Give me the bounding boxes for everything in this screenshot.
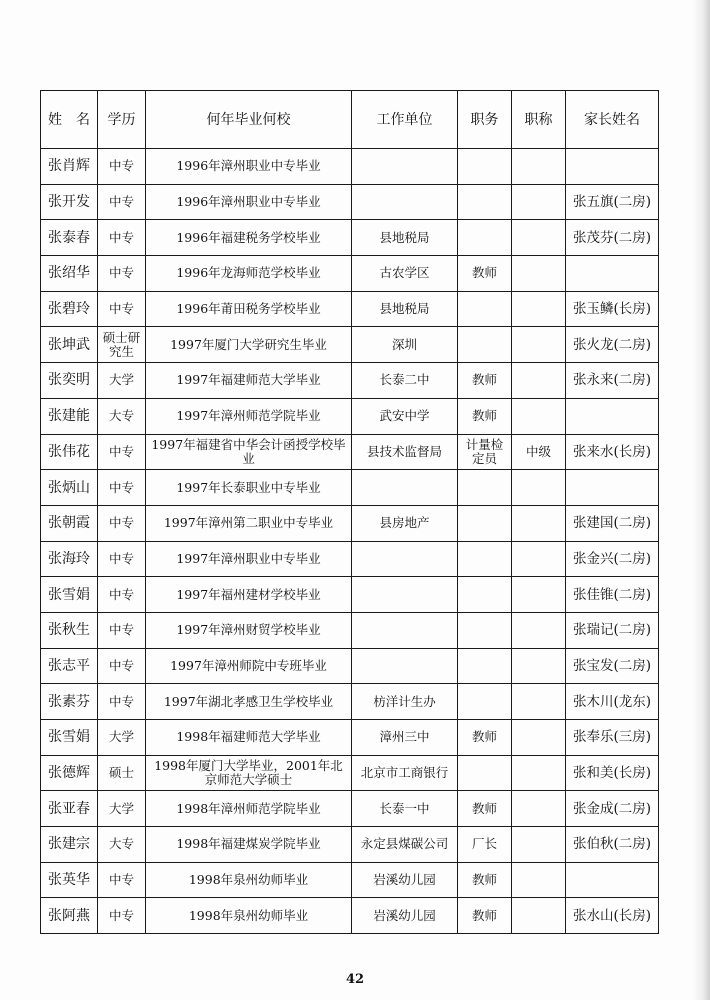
cell-position xyxy=(458,291,512,327)
cell-name: 张素芬 xyxy=(41,684,98,720)
cell-name: 张建宗 xyxy=(41,827,98,863)
cell-workplace: 北京市工商银行 xyxy=(352,755,458,791)
cell-parent: 张来水(长房) xyxy=(566,434,659,470)
cell-graduation: 1998年泉州幼师毕业 xyxy=(146,862,352,898)
cell-graduation: 1998年厦门大学毕业，2001年北京师范大学硕士 xyxy=(146,755,352,791)
cell-education: 硕士 xyxy=(98,755,146,791)
cell-name: 张朝霞 xyxy=(41,505,98,541)
cell-workplace: 岩溪幼儿园 xyxy=(352,898,458,934)
table-row xyxy=(41,755,659,791)
cell-title xyxy=(512,184,566,220)
cell-graduation: 1997年漳州师范学院毕业 xyxy=(146,398,352,434)
cell-education: 中专 xyxy=(98,862,146,898)
cell-workplace xyxy=(352,648,458,684)
cell-education: 中专 xyxy=(98,648,146,684)
cell-title xyxy=(512,363,566,399)
cell-parent: 张和美(长房) xyxy=(566,755,659,791)
cell-title xyxy=(512,791,566,827)
cell-title xyxy=(512,898,566,934)
cell-education: 中专 xyxy=(98,184,146,220)
cell-workplace xyxy=(352,149,458,185)
cell-parent: 张建国(二房) xyxy=(566,505,659,541)
cell-position xyxy=(458,220,512,256)
cell-graduation: 1998年漳州师范学院毕业 xyxy=(146,791,352,827)
header-title: 职称 xyxy=(512,91,566,149)
cell-parent xyxy=(566,398,659,434)
cell-name: 张伟花 xyxy=(41,434,98,470)
cell-education: 中专 xyxy=(98,256,146,292)
cell-education: 中专 xyxy=(98,541,146,577)
cell-title xyxy=(512,612,566,648)
cell-parent: 张五旗(二房) xyxy=(566,184,659,220)
cell-parent: 张木川(龙东) xyxy=(566,684,659,720)
cell-graduation: 1996年龙海师范学校毕业 xyxy=(146,256,352,292)
cell-name: 张肖辉 xyxy=(41,149,98,185)
header-name: 姓 名 xyxy=(41,91,98,149)
cell-name: 张海玲 xyxy=(41,541,98,577)
cell-workplace: 枋洋计生办 xyxy=(352,684,458,720)
graduates-table xyxy=(40,90,659,934)
table-row xyxy=(41,577,659,613)
cell-name: 张泰春 xyxy=(41,220,98,256)
cell-workplace: 县地税局 xyxy=(352,220,458,256)
header-workplace: 工作单位 xyxy=(352,91,458,149)
header-parent: 家长姓名 xyxy=(566,91,659,149)
cell-graduation: 1997年湖北孝感卫生学校毕业 xyxy=(146,684,352,720)
table-row xyxy=(41,827,659,863)
cell-parent xyxy=(566,149,659,185)
cell-name: 张开发 xyxy=(41,184,98,220)
cell-parent: 张瑞记(二房) xyxy=(566,612,659,648)
cell-workplace xyxy=(352,577,458,613)
cell-name: 张志平 xyxy=(41,648,98,684)
cell-parent: 张金成(二房) xyxy=(566,791,659,827)
cell-education: 硕士研究生 xyxy=(98,327,146,363)
cell-position xyxy=(458,505,512,541)
cell-education: 大学 xyxy=(98,720,146,756)
table-header-row xyxy=(41,91,659,149)
cell-workplace: 漳州三中 xyxy=(352,720,458,756)
cell-graduation: 1996年福建税务学校毕业 xyxy=(146,220,352,256)
cell-title xyxy=(512,398,566,434)
cell-position xyxy=(458,541,512,577)
cell-name: 张英华 xyxy=(41,862,98,898)
table-row xyxy=(41,898,659,934)
cell-title xyxy=(512,720,566,756)
cell-workplace xyxy=(352,612,458,648)
cell-name: 张奕明 xyxy=(41,363,98,399)
cell-workplace: 县地税局 xyxy=(352,291,458,327)
scan-shadow-edge xyxy=(692,0,710,1000)
cell-name: 张亚春 xyxy=(41,791,98,827)
cell-title xyxy=(512,220,566,256)
cell-workplace: 县房地产 xyxy=(352,505,458,541)
table-row xyxy=(41,327,659,363)
cell-education: 中专 xyxy=(98,612,146,648)
header-education: 学历 xyxy=(98,91,146,149)
table-row xyxy=(41,149,659,185)
cell-position xyxy=(458,755,512,791)
cell-workplace: 永定县煤碳公司 xyxy=(352,827,458,863)
cell-name: 张雪娟 xyxy=(41,577,98,613)
cell-education: 大学 xyxy=(98,791,146,827)
cell-name: 张炳山 xyxy=(41,470,98,506)
cell-position xyxy=(458,184,512,220)
cell-workplace xyxy=(352,470,458,506)
cell-graduation: 1997年福建省中华会计函授学校毕业 xyxy=(146,434,352,470)
cell-workplace: 长泰一中 xyxy=(352,791,458,827)
cell-parent: 张水山(长房) xyxy=(566,898,659,934)
cell-position: 教师 xyxy=(458,791,512,827)
cell-education: 中专 xyxy=(98,149,146,185)
cell-graduation: 1998年泉州幼师毕业 xyxy=(146,898,352,934)
cell-title xyxy=(512,755,566,791)
cell-graduation: 1997年漳州师院中专班毕业 xyxy=(146,648,352,684)
cell-position xyxy=(458,648,512,684)
cell-education: 中专 xyxy=(98,470,146,506)
cell-graduation: 1997年福建师范大学毕业 xyxy=(146,363,352,399)
cell-education: 大专 xyxy=(98,398,146,434)
cell-parent xyxy=(566,470,659,506)
cell-graduation: 1996年莆田税务学校毕业 xyxy=(146,291,352,327)
cell-parent: 张金兴(二房) xyxy=(566,541,659,577)
cell-parent: 张伯秋(二房) xyxy=(566,827,659,863)
table-row xyxy=(41,862,659,898)
cell-title xyxy=(512,256,566,292)
cell-name: 张坤武 xyxy=(41,327,98,363)
cell-title xyxy=(512,291,566,327)
cell-education: 中专 xyxy=(98,220,146,256)
cell-workplace: 县技术监督局 xyxy=(352,434,458,470)
cell-graduation: 1997年漳州财贸学校毕业 xyxy=(146,612,352,648)
header-position: 职务 xyxy=(458,91,512,149)
cell-parent: 张永来(二房) xyxy=(566,363,659,399)
cell-position: 教师 xyxy=(458,256,512,292)
cell-workplace xyxy=(352,541,458,577)
cell-position: 计量检定员 xyxy=(458,434,512,470)
cell-title xyxy=(512,149,566,185)
cell-position xyxy=(458,327,512,363)
cell-position: 教师 xyxy=(458,720,512,756)
table-row xyxy=(41,720,659,756)
table-row xyxy=(41,256,659,292)
cell-education: 中专 xyxy=(98,505,146,541)
cell-title: 中级 xyxy=(512,434,566,470)
table-row xyxy=(41,398,659,434)
cell-position xyxy=(458,684,512,720)
cell-graduation: 1997年漳州职业中专毕业 xyxy=(146,541,352,577)
cell-title xyxy=(512,684,566,720)
cell-education: 中专 xyxy=(98,898,146,934)
cell-education: 大专 xyxy=(98,827,146,863)
cell-workplace: 武安中学 xyxy=(352,398,458,434)
cell-name: 张阿燕 xyxy=(41,898,98,934)
cell-title xyxy=(512,505,566,541)
cell-parent: 张佳锥(二房) xyxy=(566,577,659,613)
cell-workplace: 岩溪幼儿园 xyxy=(352,862,458,898)
cell-position xyxy=(458,149,512,185)
cell-workplace: 古农学区 xyxy=(352,256,458,292)
header-graduation: 何年毕业何校 xyxy=(146,91,352,149)
cell-parent: 张茂芬(二房) xyxy=(566,220,659,256)
cell-name: 张绍华 xyxy=(41,256,98,292)
cell-name: 张德辉 xyxy=(41,755,98,791)
cell-education: 中专 xyxy=(98,291,146,327)
cell-parent: 张玉鳞(长房) xyxy=(566,291,659,327)
table-row xyxy=(41,363,659,399)
cell-name: 张碧玲 xyxy=(41,291,98,327)
table-row xyxy=(41,434,659,470)
cell-parent: 张宝发(二房) xyxy=(566,648,659,684)
cell-graduation: 1996年漳州职业中专毕业 xyxy=(146,149,352,185)
table-row xyxy=(41,220,659,256)
table-body xyxy=(41,149,659,934)
table-row xyxy=(41,612,659,648)
cell-position: 教师 xyxy=(458,398,512,434)
cell-title xyxy=(512,577,566,613)
cell-workplace: 深圳 xyxy=(352,327,458,363)
page-number: 42 xyxy=(345,972,365,987)
cell-position: 教师 xyxy=(458,898,512,934)
cell-position xyxy=(458,612,512,648)
cell-title xyxy=(512,470,566,506)
cell-workplace: 长泰二中 xyxy=(352,363,458,399)
cell-title xyxy=(512,827,566,863)
table-row xyxy=(41,184,659,220)
cell-parent xyxy=(566,256,659,292)
table-row xyxy=(41,291,659,327)
table-row xyxy=(41,648,659,684)
table-row xyxy=(41,505,659,541)
cell-title xyxy=(512,862,566,898)
cell-parent: 张火龙(二房) xyxy=(566,327,659,363)
cell-education: 中专 xyxy=(98,684,146,720)
table-row xyxy=(41,470,659,506)
cell-name: 张雪娟 xyxy=(41,720,98,756)
cell-workplace xyxy=(352,184,458,220)
table-row xyxy=(41,684,659,720)
cell-title xyxy=(512,541,566,577)
cell-parent xyxy=(566,862,659,898)
cell-parent: 张奉乐(三房) xyxy=(566,720,659,756)
cell-position xyxy=(458,577,512,613)
cell-position: 教师 xyxy=(458,862,512,898)
cell-graduation: 1997年福州建材学校毕业 xyxy=(146,577,352,613)
cell-position: 教师 xyxy=(458,363,512,399)
cell-title xyxy=(512,327,566,363)
cell-graduation: 1997年厦门大学研究生毕业 xyxy=(146,327,352,363)
cell-education: 中专 xyxy=(98,434,146,470)
cell-name: 张建能 xyxy=(41,398,98,434)
cell-graduation: 1998年福建煤炭学院毕业 xyxy=(146,827,352,863)
cell-title xyxy=(512,648,566,684)
cell-position xyxy=(458,470,512,506)
cell-education: 中专 xyxy=(98,577,146,613)
cell-graduation: 1996年漳州职业中专毕业 xyxy=(146,184,352,220)
cell-graduation: 1997年漳州第二职业中专毕业 xyxy=(146,505,352,541)
cell-graduation: 1998年福建师范大学毕业 xyxy=(146,720,352,756)
cell-education: 大学 xyxy=(98,363,146,399)
table-row xyxy=(41,541,659,577)
cell-name: 张秋生 xyxy=(41,612,98,648)
cell-graduation: 1997年长泰职业中专毕业 xyxy=(146,470,352,506)
cell-position: 厂长 xyxy=(458,827,512,863)
table-row xyxy=(41,791,659,827)
